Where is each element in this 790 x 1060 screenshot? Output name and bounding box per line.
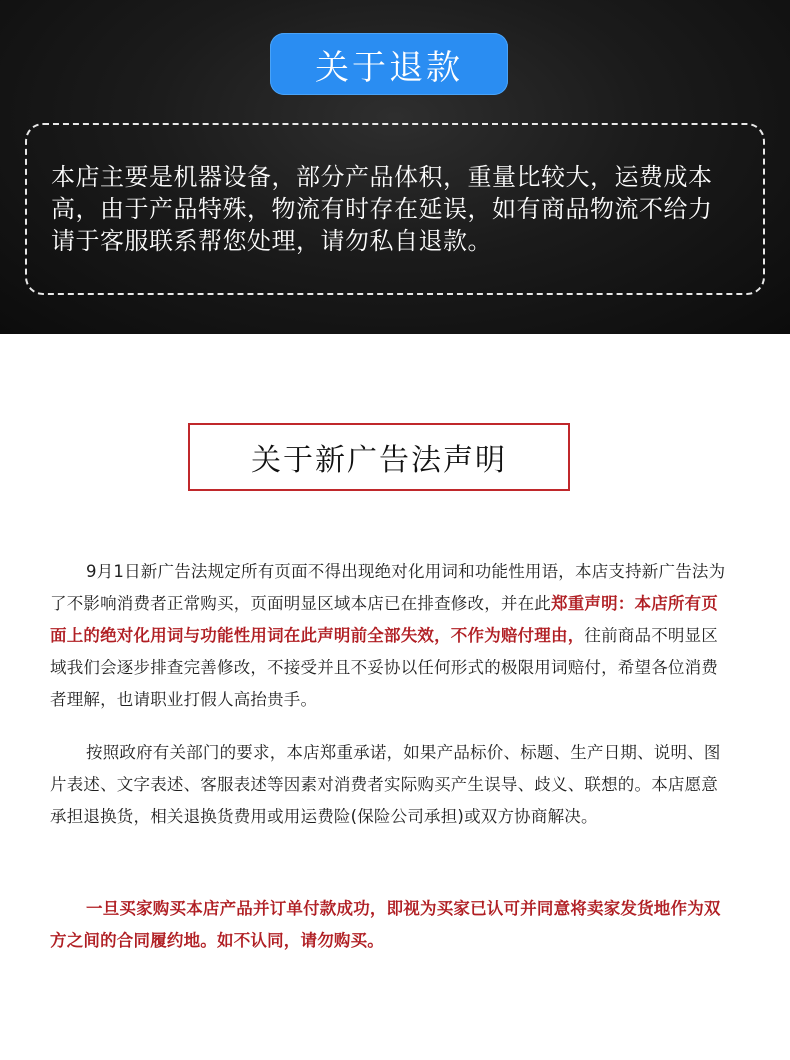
refund-notice-text: 本店主要是机器设备，部分产品体积，重量比较大，运费成本高，由于产品特殊，物流有时存在延误，如有商品物流不给力请于客服联系帮您处理，请勿私自退款。 bbox=[51, 163, 713, 255]
ad-law-paragraph-1 bbox=[50, 556, 726, 716]
refund-notice-box bbox=[25, 123, 765, 295]
ad-law-p1-text-b: 往前商品不明显区域我们会逐步排查完善修改，不接受并且不妥协以任何形式的极限用词赔付，希望各位消费者理解，也请职业打假人高抬贵手。 bbox=[50, 626, 719, 709]
ad-law-p3-text: 一旦买家购买本店产品并订单付款成功，即视为买家已认可并同意将卖家发货地作为双方之间的合同履约地。如不认同，请勿购买。 bbox=[50, 899, 721, 950]
ad-law-title: 关于新广告法声明 bbox=[188, 423, 570, 491]
refund-title-badge: 关于退款 bbox=[270, 33, 508, 95]
ad-law-p2-text: 按照政府有关部门的要求，本店郑重承诺，如果产品标价、标题、生产日期、说明、图片表述、文字表述、客服表述等因素对消费者实际购买产生误导、歧义、联想的。本店愿意承担退换货，相关退换货费用或用运费险(保险公司承担)或双方协商解决。 bbox=[50, 743, 721, 826]
ad-law-p1-text-a: 9月1日新广告法规定所有页面不得出现绝对化用词和功能性用语，本店支持新广告法为了不影响消费者正常购买，页面明显区域本店已在排查修改，并在此 bbox=[50, 562, 726, 613]
refund-section bbox=[0, 0, 790, 334]
ad-law-paragraph-3 bbox=[50, 893, 726, 957]
ad-law-paragraph-2 bbox=[50, 737, 726, 833]
ad-law-p1-declaration: 郑重声明：本店所有页面上的绝对化用词与功能性用词在此声明前全部失效，不作为赔付理由， bbox=[50, 594, 718, 645]
